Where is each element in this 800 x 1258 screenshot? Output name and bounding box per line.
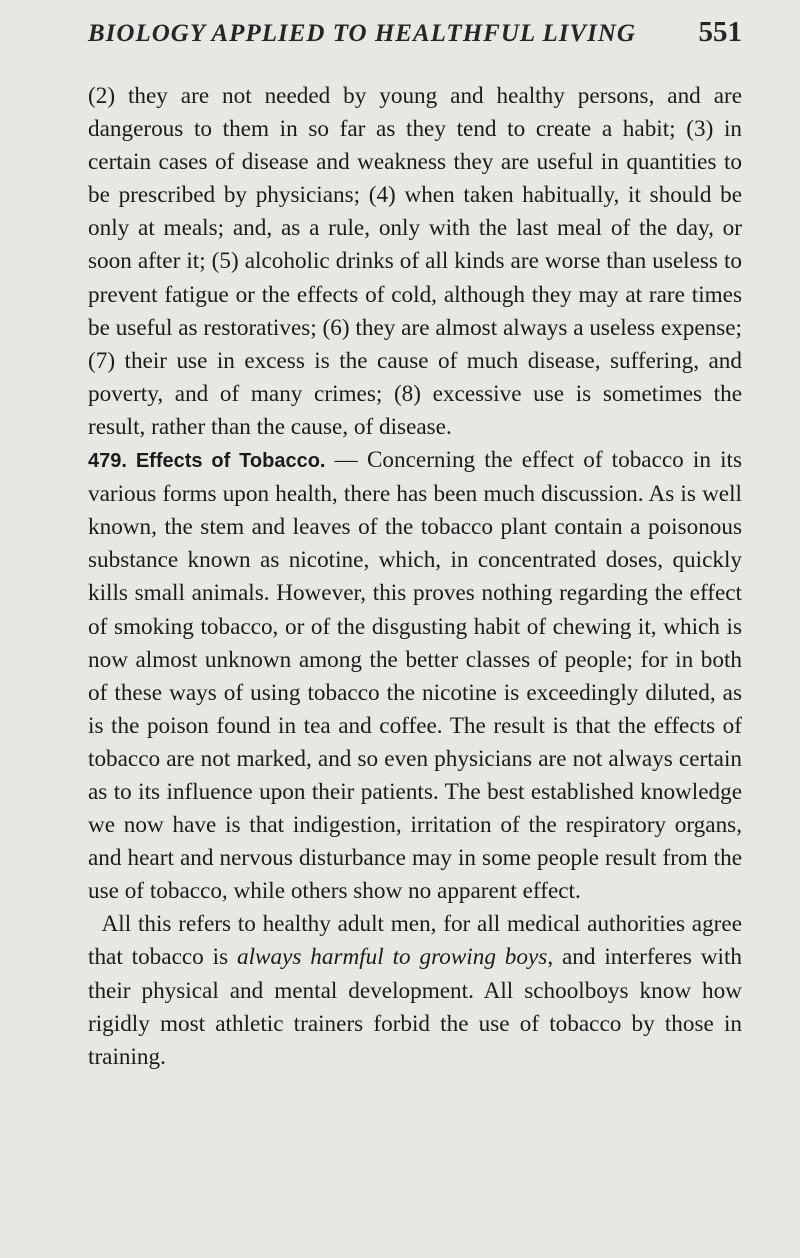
emphasis-text: always harmful to growing boys [236,944,548,971]
section-heading: 479. Effects of Tobacco. [88,450,326,473]
body-text [88,80,742,1074]
paragraph-alcohol-conclusions: (2) they are not needed by young and healthy persons, and are dangerous to them in so far as they tend to create a habit; (3) in certain cases of disease and weakness they are useful in quantities to be prescribed by physicians; (4) when taken habitually, it should be only at meals; and, as a rule, only with the last meal of the day, or soon after it; (5) alcoholic drinks of all kinds are worse than useless to prevent fatigue or the effects of cold, although they may at rare times be useful as restoratives; (6) they are almost always a useless expense; (7) their use in excess is the cause of much disease, suffering, and poverty, and of many crimes; (8) excessive use is sometimes the result, rather than the cause, of disease. [88,83,742,440]
page-number: 551 [698,16,742,48]
heading-dash: — [325,447,367,474]
paragraph-text-end: , and interferes with their physical and mental development. All schoolboys know how rigidly most athletic trainers forbid the use of tobacco by those in training. [88,944,742,1070]
paragraph-tobacco-effects [88,444,742,908]
paragraph-text-start: All this refers to healthy adult men, for all medical authorities agree that tobacco is [88,911,742,971]
page-header [88,16,742,56]
running-title: BIOLOGY APPLIED TO HEALTHFUL LIVING [88,20,636,47]
section-text: Concerning the effect of tobacco in its various forms upon health, there has been much discussion. As is well known, the stem and leaves of the tobacco plant contain a poisonous substance known as nicotine, which, in concentrated doses, quickly kills small animals. However, this proves nothing regarding the effect of smoking tobacco, or of the disgusting habit of chewing it, which is now almost unknown among the better classes of people; for in both of these ways of using tobacco the nicotine is exceedingly diluted, as is the poison found in tea and coffee. The result is that the effects of tobacco are not marked, and so even physicians are not always certain as to its influence upon their patients. The best established knowledge we now have is that indigestion, irritation of the respiratory organs, and heart and nervous disturbance may in some people result from the use of tobacco, while others show no apparent effect. [88,447,742,905]
paragraph-growing-boys [88,908,742,1073]
